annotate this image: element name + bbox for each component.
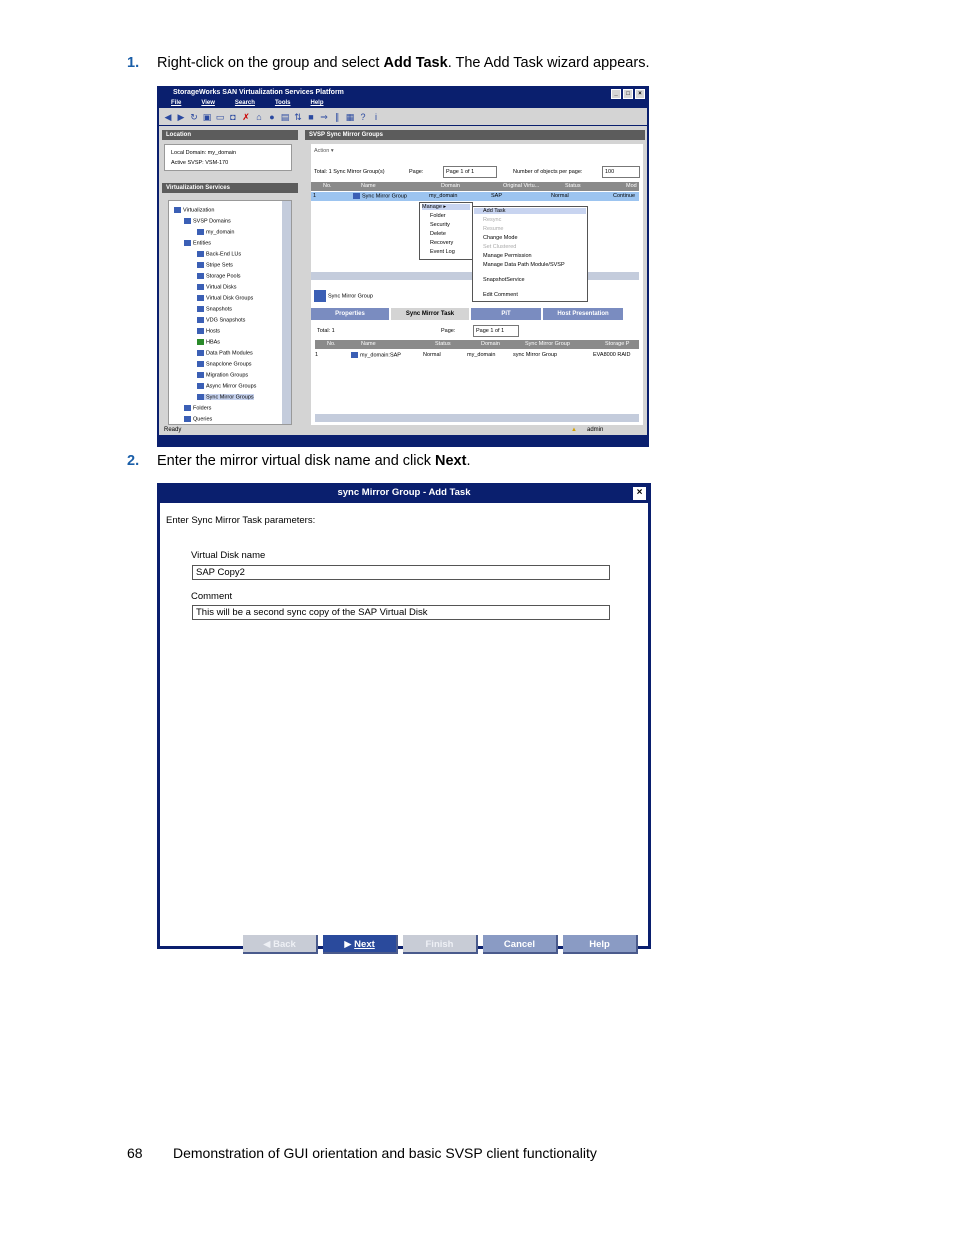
help-button[interactable]: Help: [563, 935, 638, 954]
tree-item-sync-mirror-groups[interactable]: Sync Mirror Groups: [197, 394, 254, 400]
hba-icon: [197, 339, 204, 345]
page2-label: Page:: [441, 328, 456, 334]
lun-icon: [197, 251, 204, 257]
tab-host-presentation[interactable]: Host Presentation: [543, 308, 623, 320]
tree-item-vdg-snapshots[interactable]: VDG Snapshots: [197, 317, 245, 323]
app-toolbar: [159, 108, 647, 125]
stripe-icon: [197, 262, 204, 268]
menu-item-resync: Resync: [483, 217, 502, 223]
finish-button: Finish: [403, 935, 478, 954]
query-icon: [184, 416, 191, 422]
dialog-body: [160, 503, 648, 950]
menu-item-event-log[interactable]: Event Log: [430, 249, 455, 255]
tree-item-hosts[interactable]: Hosts: [197, 328, 220, 334]
selected-object-label: Sync Mirror Group: [314, 290, 373, 302]
active-svsp-text: Active SVSP: VSM-170: [171, 160, 229, 166]
tree-item-queries[interactable]: Queries: [184, 416, 212, 422]
step-number: 2.: [127, 453, 140, 469]
main-panel: [311, 144, 643, 425]
menu-item-manage[interactable]: Manage ▸: [422, 204, 470, 210]
menu-item-add-task[interactable]: Add Task: [474, 208, 586, 214]
page-number: 68: [127, 1145, 143, 1161]
trash-icon[interactable]: ▤: [280, 111, 290, 122]
disk-icon[interactable]: ●: [269, 111, 275, 122]
entities-icon: [184, 240, 191, 246]
tree-item-folders[interactable]: Folders: [184, 405, 211, 411]
tree-item-storage-pools[interactable]: Storage Pools: [197, 273, 241, 279]
help-icon[interactable]: ?: [360, 111, 366, 122]
menu-item-manage-permission[interactable]: Manage Permission: [483, 253, 532, 259]
info-icon[interactable]: i: [375, 111, 377, 122]
task-icon: [351, 352, 358, 358]
tree-scrollbar[interactable]: [282, 201, 291, 424]
menu-item-security[interactable]: Security: [430, 222, 450, 228]
vdg-snapshot-icon: [197, 317, 204, 323]
task-table-header: No. Name Status Domain Sync Mirror Group Storage P: [315, 340, 639, 349]
tree-item-back-end-lus[interactable]: Back-End LUs: [197, 251, 241, 257]
maximize-icon[interactable]: □: [623, 89, 633, 99]
cancel-button[interactable]: Cancel: [483, 935, 558, 954]
page-selector[interactable]: Page 1 of 1: [443, 166, 497, 178]
virtualization-services-header: Virtualization Services: [162, 183, 298, 193]
menu-item-manage-dpm[interactable]: Manage Data Path Module/SVSP: [483, 262, 565, 268]
menu-item-set-clustered: Set Clustered: [483, 244, 517, 250]
close-icon[interactable]: ×: [635, 89, 645, 99]
filter-icon[interactable]: ⇅: [294, 111, 302, 122]
manage-submenu: [472, 206, 588, 302]
warning-icon: ▲: [571, 427, 577, 433]
next-arrow-icon: ▶: [344, 939, 355, 950]
tree-item-hbas[interactable]: HBAs: [197, 339, 220, 345]
menu-search[interactable]: Search: [234, 100, 255, 106]
comment-input[interactable]: This will be a second sync copy of the SAP Virtual Disk: [192, 605, 610, 620]
step-2: [127, 453, 470, 469]
tree-item-virtual-disk-groups[interactable]: Virtual Disk Groups: [197, 295, 253, 301]
dialog-intro: Enter Sync Mirror Task parameters:: [166, 515, 316, 526]
step-icon[interactable]: ⇒: [320, 111, 328, 122]
page2-selector[interactable]: Page 1 of 1: [473, 325, 519, 337]
properties-icon[interactable]: ▣: [202, 111, 212, 122]
menu-item-folder[interactable]: Folder: [430, 213, 446, 219]
dpm-icon: [197, 350, 204, 356]
main-header: SVSP Sync Mirror Groups: [305, 130, 645, 140]
tab-properties[interactable]: Properties: [311, 308, 389, 320]
migration-icon: [197, 372, 204, 378]
add-task-dialog: [157, 483, 651, 949]
host-icon: [197, 328, 204, 334]
tree-item-snapclone-groups[interactable]: Snapclone Groups: [197, 361, 252, 367]
tree-item-virtual-disks[interactable]: Virtual Disks: [197, 284, 236, 290]
home-icon[interactable]: ⌂: [256, 111, 262, 122]
dialog-title-bar: [159, 485, 649, 501]
back-arrow-icon: ◀: [263, 939, 274, 950]
total2-text: Total: 1: [317, 328, 335, 334]
virtualization-icon: [174, 207, 181, 213]
domains-icon: [184, 218, 191, 224]
tree-item-async-mirror-groups[interactable]: Async Mirror Groups: [197, 383, 256, 389]
tab-pit[interactable]: PiT: [471, 308, 541, 320]
menu-item-resume: Resume: [483, 226, 504, 232]
menu-item-delete[interactable]: Delete: [430, 231, 446, 237]
virtual-disk-name-input[interactable]: SAP Copy2: [192, 565, 610, 580]
refresh-icon[interactable]: ↻: [190, 111, 198, 122]
menu-item-snapshot-service[interactable]: SnapshotService: [483, 277, 525, 283]
tree-item-virtualization[interactable]: Virtualization: [174, 207, 214, 213]
app-title-bar: [159, 88, 647, 98]
menu-tools[interactable]: Tools: [274, 100, 291, 106]
tree-item-migration-groups[interactable]: Migration Groups: [197, 372, 248, 378]
footer-text: Demonstration of GUI orientation and basic SVSP client functionality: [173, 1145, 597, 1161]
close-icon[interactable]: ×: [633, 487, 646, 500]
tree-item-svsp-domains[interactable]: SVSP Domains: [184, 218, 231, 224]
status-user: admin: [587, 427, 604, 433]
page-footer: [127, 1145, 597, 1161]
disk-icon: [197, 284, 204, 290]
detail-tabs: [311, 308, 641, 320]
action-menu[interactable]: Action ▾: [314, 148, 334, 154]
async-mirror-icon: [197, 383, 204, 389]
status-text: Ready: [164, 427, 182, 433]
menu-item-recovery[interactable]: Recovery: [430, 240, 454, 246]
snapshot-icon: [197, 306, 204, 312]
pool-icon: [197, 273, 204, 279]
stop-icon[interactable]: ■: [308, 111, 314, 122]
virtual-disk-name-label: Virtual Disk name: [191, 550, 266, 561]
svsp-app-screenshot: [157, 86, 649, 447]
snapclone-icon: [197, 361, 204, 367]
comment-label: Comment: [191, 591, 233, 602]
table-header: No. Name Domain Original Virtu... Status Mod: [311, 182, 639, 191]
dialog-title: sync Mirror Group - Add Task: [337, 487, 471, 498]
local-domain-text: Local Domain: my_domain: [171, 150, 237, 156]
sync-mirror-icon: [353, 193, 360, 199]
menu-item-change-mode[interactable]: Change Mode: [483, 235, 518, 241]
step-text: Right-click on the group and select Add Task. The Add Task wizard appears.: [157, 55, 650, 71]
menu-file[interactable]: File: [171, 100, 182, 106]
step-1: [127, 55, 649, 71]
tree-item-my-domain[interactable]: my_domain: [197, 229, 234, 235]
back-button: ◀ Back: [243, 935, 318, 954]
task-horizontal-scrollbar[interactable]: [315, 414, 639, 422]
step-number: 1.: [127, 55, 140, 71]
objects-per-page-select[interactable]: 100: [602, 166, 640, 178]
app-title: StorageWorks SAN Virtualization Services Platform: [173, 89, 344, 96]
tree-item-stripe-sets[interactable]: Stripe Sets: [197, 262, 233, 268]
menu-item-edit-comment[interactable]: Edit Comment: [483, 292, 518, 298]
tree-item-snapshots[interactable]: Snapshots: [197, 306, 232, 312]
task-table-row[interactable]: 1 my_domain:SAP Normal my_domain sync Mirror Group EVA8000 RAID: [315, 352, 631, 359]
status-bar: [159, 425, 647, 435]
sync-mirror-group-icon: [314, 290, 326, 302]
context-menu: [419, 202, 473, 260]
tab-sync-mirror-task[interactable]: Sync Mirror Task: [391, 308, 469, 320]
back-arrow-icon[interactable]: ◀: [164, 111, 172, 122]
disk-group-icon: [197, 295, 204, 301]
folder-icon[interactable]: ▭: [215, 111, 225, 122]
table-row[interactable]: 1 Sync Mirror Group my_domain SAP Normal Continue: [311, 192, 639, 201]
next-button[interactable]: ▶ Next: [323, 935, 398, 954]
objects-label: Number of objects per page:: [513, 169, 583, 175]
location-header: Location: [162, 130, 298, 140]
location-box: [164, 144, 292, 171]
pause-icon[interactable]: ∥: [334, 111, 340, 122]
sync-mirror-icon: [197, 394, 204, 400]
tree-item-data-path-modules[interactable]: Data Path Modules: [197, 350, 253, 356]
folder-icon: [184, 405, 191, 411]
app-menubar: [159, 98, 647, 108]
lock-icon[interactable]: ◘: [230, 111, 236, 122]
delete-icon[interactable]: ✗: [242, 111, 250, 122]
menu-help[interactable]: Help: [310, 100, 324, 106]
menu-view[interactable]: View: [201, 100, 215, 106]
forward-arrow-icon[interactable]: ▶: [177, 111, 185, 122]
step-text: Enter the mirror virtual disk name and click Next.: [157, 453, 471, 469]
page-label: Page:: [409, 169, 424, 175]
tree-item-entities[interactable]: Entities: [184, 240, 211, 246]
navigation-tree: [168, 200, 292, 425]
app-body: [159, 126, 647, 435]
total-text: Total: 1 Sync Mirror Group(s): [314, 169, 385, 175]
grid-icon[interactable]: ▦: [345, 111, 355, 122]
domain-icon: [197, 229, 204, 235]
minimize-icon[interactable]: _: [611, 89, 621, 99]
